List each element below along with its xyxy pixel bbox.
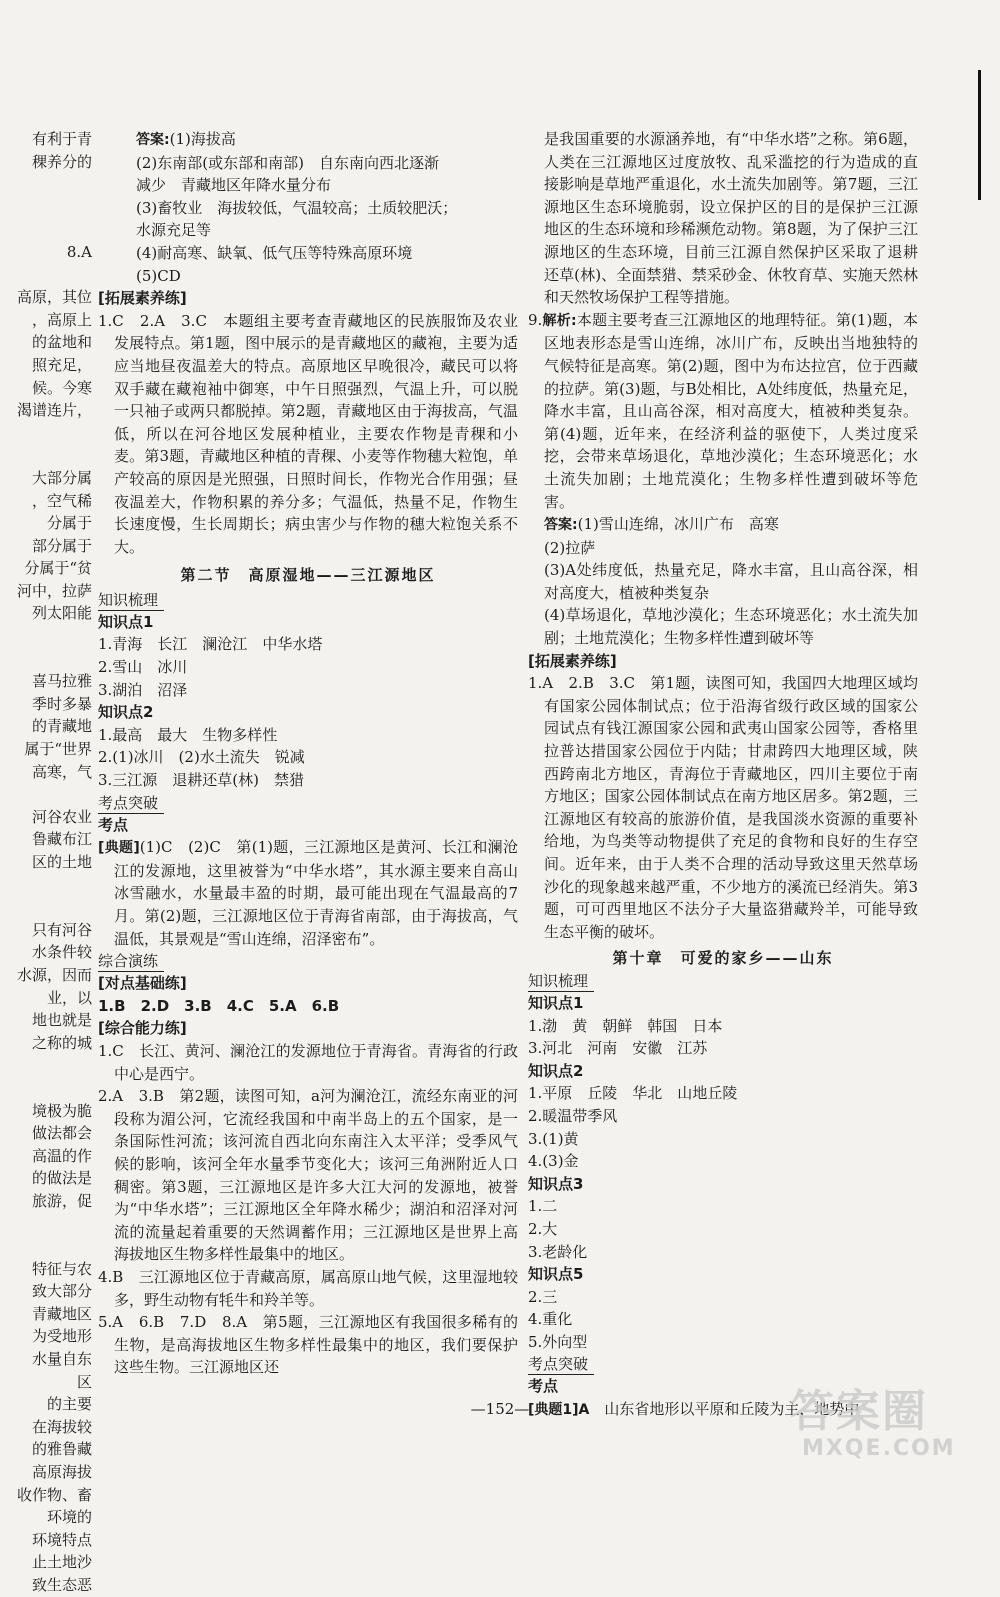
fragment-line: 旅游，促 [31,1191,92,1210]
fragment-line: 照充足， [31,355,92,374]
kp2-line: 3.三江源 退耕还草(林) 禁猎 [98,771,305,790]
answer-line: (1)海拔高 [169,130,236,148]
kp2-line: 2.(1)冰川 (2)水土流失 锐减 [98,748,305,767]
fragment-line: 地也就是 [31,1011,92,1030]
fragment-line: 水条件较 [31,943,92,962]
answer-item: 1.C 长江、黄河、澜沧江的发源地位于青海省。青海省的行政中心是西宁。 [98,1041,518,1083]
fragment-line: 河中，拉萨 [16,581,92,600]
q9-text: 本题主要考查三江源地区的地理特征。第(1)题，本区地表形态是雪山连绵，冰川广布，反映出当地独特的气候特征是高寒。第(2)题，图中为布达拉宫，位于西藏的拉萨。第(3)题，与B处相比，A处纬度低，热量充足，降水丰富，且山高谷深，相对高度大，植被种类复杂。第(4)题，近年来，在经济利益的驱使下，人类过度采挖，会带来草场退化，草地沙漠化；生态环境恶化；水土流失加剧；土地荒漠化；生物多样性遭到破坏等危害。 [544,310,919,511]
kp1-line: 3.河北 河南 安徽 江苏 [528,1039,708,1058]
kp5-label: 知识点5 [528,1265,584,1284]
zonghe-yanlian-heading: 综合演练 [98,952,164,972]
fragment-line: 高原海拔 [31,1463,92,1482]
kp2-line: 1.平原 丘陵 华北 山地丘陵 [528,1084,738,1103]
answer-line: (1)雪山连绵，冰川广布 高寒 [577,515,779,534]
chapter-title: 第十章 可爱的家乡——山东 [612,949,834,968]
zhishi-shuli-heading: 知识梳理 [528,972,594,992]
fragment-line: 的做法是 [31,1169,92,1188]
middle-column [98,128,518,1379]
fragment-line [0,444,92,467]
tuozhan-label: [拓展素养练] [528,651,617,670]
fragment-line: 高温的作 [31,1146,92,1165]
fragment-line [0,264,92,287]
fragment-line: 分属于 [46,514,92,533]
fragment-line: 渴谱连片， [16,401,92,420]
kaodian-tupo-heading: 考点突破 [528,1355,594,1375]
fragment-line: 稞养分的 [31,152,92,171]
fragment-line: 的主要 [46,1395,92,1414]
fragment-line [0,1077,92,1100]
kp1-line: 3.湖泊 沼泽 [98,680,188,699]
kp1-label: 知识点1 [98,612,154,631]
dianti-text: 山东省地形以平原和丘陵为主，地势中 [589,1400,860,1419]
kp5-line: 5.外向型 [528,1332,588,1351]
kaodian-label: 考点 [528,1377,559,1396]
fragment-line [0,196,92,219]
answer-line: 减少 青藏地区年降水量分布 [136,176,332,195]
dianti-answer: A [578,1402,590,1419]
fragment-line: 为受地形 [31,1327,92,1346]
answer-item: 5.A 6.B 7.D 8.A 第5题，三江源地区有我国很多稀有的生物，是高海拔地区生物多样性最集中的地区，我们要保护这些生物。三江源地区还 [98,1313,518,1377]
kp1-line: 2.雪山 冰川 [98,658,188,677]
fragment-line: 区的土地 [31,853,92,871]
answer-line: (4)草场退化，草地沙漠化；生态环境恶化；水土流失加剧；土地荒漠化；生物多样性遭到破坏等 [544,606,918,648]
q9-label: 解析: [542,312,577,329]
fragment-line: 候。今寒 [31,378,92,397]
dianti-text: (1)C (2)C 第(1)题，三江源地区是黄河、长江和澜沧江的发源地，这里被誉为“中华水塔”，其水源主要来自高山冰雪融水，水量最丰盈的时期，最可能出现在气温最高的7月。第(2)题，三江源地区位于青海省南部，由于海拔高，气温低，其景观是“雪山连绵，沼泽密布”。 [114,838,518,948]
kp2-line: 1.最高 最大 生物多样性 [98,725,278,744]
answer-line: 水源充足等 [136,221,212,240]
answer-line: (2)拉萨 [544,538,596,557]
fragment-line [0,1235,92,1258]
fragment-line: 之称的城 [31,1033,92,1052]
fragment-line: 青藏地区 [31,1304,92,1323]
answer-line: (3)A处纬度低，热量充足，降水丰富，且山高谷深，相对高度大，植被种类复杂 [544,561,918,602]
answer-line: (2)东南部(或东部和南部) 自东南向西北逐渐 [136,153,439,172]
fragment-line: 的盆地和 [31,333,92,352]
zhishi-shuli-heading: 知识梳理 [98,591,164,611]
fragment-line: 业，以 [46,988,92,1007]
answer-line: (3)畜牧业 海拔较低，气温较高；土质较肥沃； [136,198,458,217]
fragment-line [0,625,92,648]
kp3-line: 3.老龄化 [528,1242,588,1261]
fragment-line [0,422,92,445]
answer-label: 答案: [544,517,578,534]
dianti-label: [典题1] [528,1402,579,1419]
fragment-line [0,783,92,806]
kp3-label: 知识点3 [528,1174,584,1193]
fragment-line: 环境特点 [31,1530,92,1549]
fragment-line: 收作物、畜 [16,1485,92,1504]
fragment-line: 水源，因而 [16,965,92,984]
right-column [528,128,918,1422]
fragment-line [0,648,92,671]
tuozhan-label: [拓展素养练] [98,289,187,308]
fragment-line [0,1213,92,1236]
fragment-line: 区 [76,1372,92,1391]
watermark [790,1388,990,1468]
kp2-line: 2.暖温带季风 [528,1106,618,1125]
answer-item: 2.A 3.B 第2题，读图可知，a河为澜沧江，流经东南亚的河段称为湄公河，它流经我国和中南半岛上的五个国家，是一条国际性河流；该河流自西北向东南注入太平洋；受季风气候的影响，该河全年水量季节变化大；该河三角洲附近人口稠密。第3题，三江源地区是许多大江大河的发源地，被誉为“中华水塔”；三江源地区全年降水稀少；湖泊和沼泽对河流的流量起着重要的天然调蓄作用；三江源地区是世界上高海拔地区生物多样性最集中的地区。 [98,1087,518,1264]
fragment-line: ，空气稀 [31,491,92,510]
kp1-label: 知识点1 [528,993,584,1012]
page-edge-line [978,70,981,200]
tuozhan-text: 1.A 2.B 3.C 第1题，读图可知，我国四大地理区域均有国家公园体制试点；位于沿海省级行政区域的国家公园试点有钱江源国家公园和武夷山国家公园等，香格里拉普达措国家公园位于内陆；甘肃跨四大地理区域，陕西跨南北方地区，青海位于青藏地区，四川主要位于南方地区；国家公园体制试点在南方地区居多。第2题，三江源地区有较高的旅游价值，是我国淡水资源的重要补给地，为鸟类等动物提供了充足的食物和良好的生存空间。近年来，由于人类不合理的活动导致这里天然草场沙化的现象越来越严重，不少地方的溪流已经消失。第3题，可可西里地区不法分子大量盗猎藏羚羊，可能导致生态平衡的破坏。 [528,674,918,941]
answer-line: (4)耐高寒、缺氧、低气压等特殊高原环境 [136,243,413,262]
tuozhan-text: 1.C 2.A 3.C 本题组主要考查青藏地区的民族服饰及农业发展特点。第1题，图中展示的是青藏地区的藏袍，主要为适应当地昼夜温差大的特点。高原地区早晚很冷，藏民可以将双手藏在藏袍袖中御寒，中午日照强烈，气温上升，可以脱一只袖子或两只都脱掉。第2题，青藏地区由于海拔高，气温低，所以在河谷地区发展种植业，主要农作物是青稞和小麦。第3题，青藏地区种植的青稞、小麦等作物穗大粒饱，单产较高的原因是光照强，日照时间长，作物光合作用强；昼夜温差大，作物积累的养分多；气温低，热量不足，作物生长速度慢，生长周期长；病虫害少与作物的穗大粒饱关系不大。 [98,311,518,556]
section-title: 第二节 高原湿地——三江源地区 [180,566,436,585]
fragment-line: 只有河谷 [31,920,92,939]
fragment-line: 鲁藏布江 [31,830,92,849]
fragment-line: 列太阳能 [31,604,92,623]
fragment-line: 河谷农业 [31,807,92,826]
kp2-label: 知识点2 [98,703,154,722]
fragment-line: ，高原上 [31,310,92,329]
q9-number: 9. [528,310,543,329]
fragment-line: 喜马拉雅 [31,672,92,691]
fragment-line: 环境的 [46,1508,92,1527]
kp3-line: 2.大 [528,1219,558,1238]
fragment-line: 分属于“贫 [24,559,92,578]
fragment-line [0,896,92,919]
fragment-line [0,218,92,241]
kp5-line: 4.重化 [528,1310,573,1329]
fragment-line: 致生态恶 [31,1576,92,1594]
answer-line: (5)CD [136,266,181,285]
kp2-line: 4.(3)金 [528,1152,579,1171]
kaodian-label: 考点 [98,815,129,834]
fragment-line: 大部分属 [31,468,92,487]
kp3-line: 1.二 [528,1197,558,1216]
fragment-line: 特征与农 [31,1259,92,1278]
duidian-label: [对点基础练] [98,974,187,993]
fragment-line: 做法都会 [31,1124,92,1143]
fragment-line [0,874,92,897]
page-number: —152— [470,1400,530,1418]
fragment-line: 有利于青 [31,130,92,148]
fragment-line: 的青藏地 [31,717,92,736]
duidian-answers: 1.B 2.D 3.B 4.C 5.A 6.B [98,996,340,1015]
watermark-logo: 答案圈 [790,1386,928,1437]
fragment-line: 高寒，气 [31,762,92,781]
fragment-line: 8.A [66,242,92,261]
kp1-line: 1.青海 长江 澜沧江 中华水塔 [98,635,323,654]
fragment-line [0,173,92,196]
fragment-line: 致大部分 [31,1282,92,1301]
kp2-line: 3.(1)黄 [528,1129,579,1148]
answer-item: 4.B 三江源地区位于青藏高原，属高原山地气候，这里湿地较多，野生动物有牦牛和羚羊等。 [98,1267,518,1309]
watermark-url: MXQE.COM [802,1436,956,1461]
fragment-line: 水量自东 [31,1350,92,1369]
left-fragment-column [0,128,92,1597]
zonghe-label: [综合能力练] [98,1019,187,1038]
fragment-line [0,1054,92,1077]
dianti-label: [典题] [98,840,140,857]
fragment-line: 在海拔较 [31,1417,92,1436]
kp1-line: 1.渤 黄 朝鲜 韩国 日本 [528,1016,723,1035]
answer-label: 答案: [136,132,170,148]
fragment-line: 止土地沙 [31,1553,92,1572]
continued-text: 是我国重要的水源涵养地，有“中华水塔”之称。第6题，人类在三江源地区过度放牧、乱采滥挖的行为造成的直接影响是草地严重退化，水土流失加剧等。第7题，三江源地区生态环境脆弱，设立保护区的目的是保护三江源地区的生态环境和珍稀濒危动物。第8题，为了保护三江源地区的生态环境，目前三江源自然保护区采取了退耕还草(林)、全面禁猎、禁采砂金、休牧育草、实施天然林和天然牧场保护工程等措施。 [544,130,918,307]
kaodian-tupo-heading: 考点突破 [98,794,164,814]
fragment-line: 季时多暴 [31,694,92,713]
fragment-line: 高原，其位 [16,288,92,307]
fragment-line: 境极为脆 [31,1101,92,1120]
fragment-line: 部分属于 [31,536,92,555]
kp2-label: 知识点2 [528,1061,584,1080]
fragment-line: 属于“世界 [24,740,92,759]
fragment-line: 的雅鲁藏 [31,1440,92,1459]
kp5-line: 2.三 [528,1287,558,1306]
